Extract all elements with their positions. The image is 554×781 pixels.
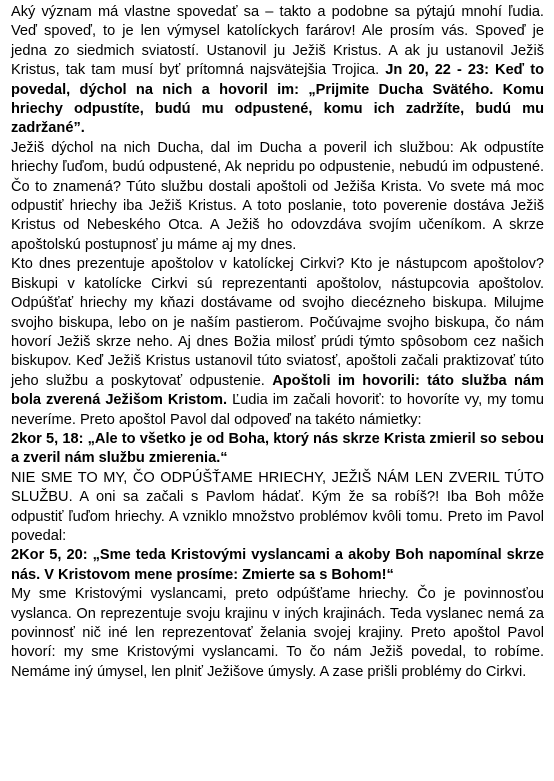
scripture-quote-2kor-5-18 — [11, 430, 544, 469]
apostles-quote: Apoštoli im hovorili: táto služba nám bola zverená Ježišom Kristom. — [11, 372, 544, 409]
paragraph-not-us — [11, 469, 544, 547]
paragraph-text: Ježiš dýchol na nich Ducha, dal im Ducha a poveril ich službou: Ak odpustíte hriechy ľuďom, budú odpustené, Ak nepridu po odpustenie, nebudú im odpustené. Čo to znamená? Túto službu dostali apoštoli od Ježiša Krista. Vo svete má moc odpustiť hriechy iba Ježiš Kristus. A toto poslanie, toto poverenie dostáva Ježiš Kristus od Nebeského Otca. A Ježiš ho odovzdáva svojím učeníkom. A skrze apoštolskú postupnosť ju máme aj my dnes. — [11, 139, 544, 253]
paragraph-text: NIE SME TO MY, ČO ODPÚŠŤAME HRIECHY, JEŽIŠ NÁM LEN ZVERIL TÚTO SLUŽBU. A oni sa začali s Pavlom hádať. Kým že sa robíš?! Iba Boh môže odpustiť ľuďom hriechy. A vzniklo množstvo problémov kvôli tomu. Preto im Pavol povedal: — [11, 469, 544, 544]
paragraph-text: Aký význam má vlastne spovedať sa – takto a podobne sa pýtajú mnohí ľudia. Veď spoveď, to je len výmysel katolíckych farárov! Ale prosím vás. Spoveď je jedna zo siedmich sviatostí. Ustanovil ju Ježiš Kristus. A ak ju ustanovil Ježiš Kristus, tak tam musí byť prítomná najsvätejšia Trojica. — [11, 4, 544, 79]
paragraph-text: Kto dnes prezentuje apoštolov v katolíckej Cirkvi? Kto je nástupcom apoštolov? Biskupi v katolícke Cirkvi sú reprezentanti apoštolov, nástupcovia apoštolov. Odpúšťať hriechy my kňazi dostávame od svojho diecézneho biskupa. Milujme svojho biskupa, lebo on je naším pastierom. Počúvajme svojho biskupa, čo nám hovorí Ježiš skrze neho. Aj dnes Božia milosť prúdi týmto spôsobom cez našich biskupov. Keď Ježiš Kristus ustanovil túto sviatosť, apoštoli začali praktizovať túto jeho službu a poskytovať odpustenie. — [11, 256, 544, 389]
paragraph-text: Ľudia im začali hovoriť: to hovoríte vy, my tomu neveríme. Preto apoštol Pavol dal odpoveď na takéto námietky: — [11, 392, 544, 428]
paragraph-bishops — [11, 255, 544, 430]
scripture-text: 2Kor 5, 20: „Sme teda Kristovými vyslancami a akoby Boh napomínal skrze nás. V Kristovom mene prosíme: Zmierte sa s Bohom!“ — [11, 547, 544, 583]
scripture-quote-2kor-5-20 — [11, 546, 544, 585]
scripture-quote-jn-20: Jn 20, 22 - 23: Keď to povedal, dýchol na nich a hovoril im: „Prijmite Ducha Svätého. Komu hriechy odpustíte, budú mu odpustené, komu ich zadržíte, budú mu zadržané”. — [11, 62, 545, 137]
paragraph-text: My sme Kristovými vyslancami, preto odpúšťame hriechy. Čo je povinnosťou vyslanca. On reprezentuje svoju krajinu v iných krajinách. Teda vyslanec nemá za povinnosť nič iné len reprezentovať želania svojej krajiny. Preto apoštol Pavol hovorí: my sme Kristovými vyslancami. To čo nám Ježiš povedal, to robíme. Nemáme iný úmysel, len plniť Ježišove úmysly. A zase prišli problémy do Cirkvi. — [11, 586, 544, 680]
paragraph-ambassadors — [11, 585, 544, 682]
paragraph-intro — [11, 3, 544, 139]
scripture-text: 2kor 5, 18: „Ale to všetko je od Boha, ktorý nás skrze Krista zmieril so sebou a zveril nám službu zmierenia.“ — [11, 430, 544, 467]
paragraph-jesus-breathed — [11, 139, 544, 255]
